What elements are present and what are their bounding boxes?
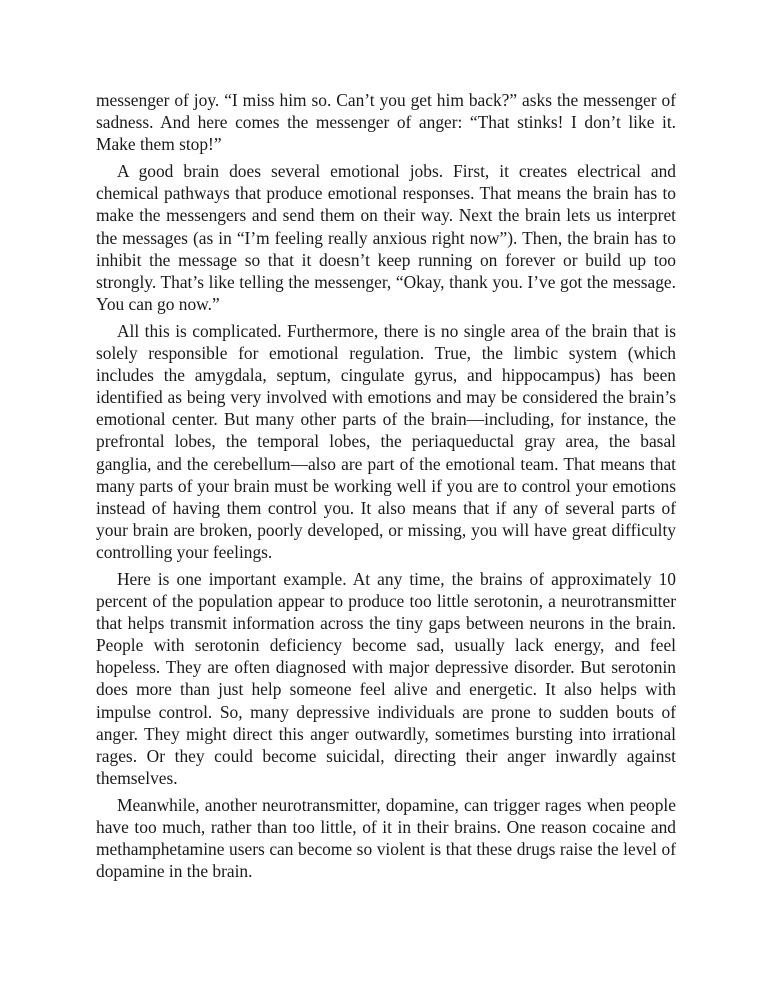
paragraph-serotonin: Here is one important example. At any time, the brains of approximately 10 percent of the population appear to produce too little serotonin, a neurotransmitter that helps transmit information across the tiny gaps between neurons in the brain. People with serotonin deficiency become sad, usually lack energy, and feel hopeless. They are often diagnosed with major depressive disorder. But serotonin does more than just help someone feel alive and energetic. It also helps with impulse control. So, many depressive individuals are prone to sudden bouts of anger. They might direct this anger outwardly, sometimes bursting into irrational rages. Or they could become suicidal, directing their anger inwardly against themselves. <box>96 568 676 788</box>
paragraph-emotional-jobs: A good brain does several emotional jobs. First, it creates electrical and chemical pathways that produce emotional responses. That means the brain has to make the messengers and send them on their way. Next the brain lets us interpret the messages (as in “I’m feeling really anxious right now”). Then, the brain has to inhibit the message so that it doesn’t keep running on forever or build up too strongly. That’s like telling the messenger, “Okay, thank you. I’ve got the message. You can go now.” <box>96 161 676 314</box>
paragraph-continued: messenger of joy. “I miss him so. Can’t you get him back?” asks the messenger of sadness. And here comes the messenger of anger: “That stinks! I don’t like it. Make them stop!” <box>96 90 676 155</box>
paragraph-brain-regions: All this is complicated. Furthermore, there is no single area of the brain that is solely responsible for emotional regulation. True, the limbic system (which includes the amygdala, septum, cingulate gyrus, and hippocampus) has been identified as being very involved with emotions and may be considered the brain’s emotional center. But many other parts of the brain—including, for instance, the prefrontal lobes, the temporal lobes, the periaqueductal gray area, the basal ganglia, and the cerebellum—also are part of the emotional team. That means that many parts of your brain must be working well if you are to control your emotions instead of having them control you. It also means that if any of several parts of your brain are broken, poorly developed, or missing, you will have great difficulty controlling your feelings. <box>96 320 676 562</box>
paragraph-dopamine: Meanwhile, another neurotransmitter, dopamine, can trigger rages when people have too much, rather than too little, of it in their brains. One reason cocaine and methamphetamine users can become so violent is that these drugs raise the level of dopamine in the brain. <box>96 794 676 882</box>
page-body <box>96 89 676 882</box>
